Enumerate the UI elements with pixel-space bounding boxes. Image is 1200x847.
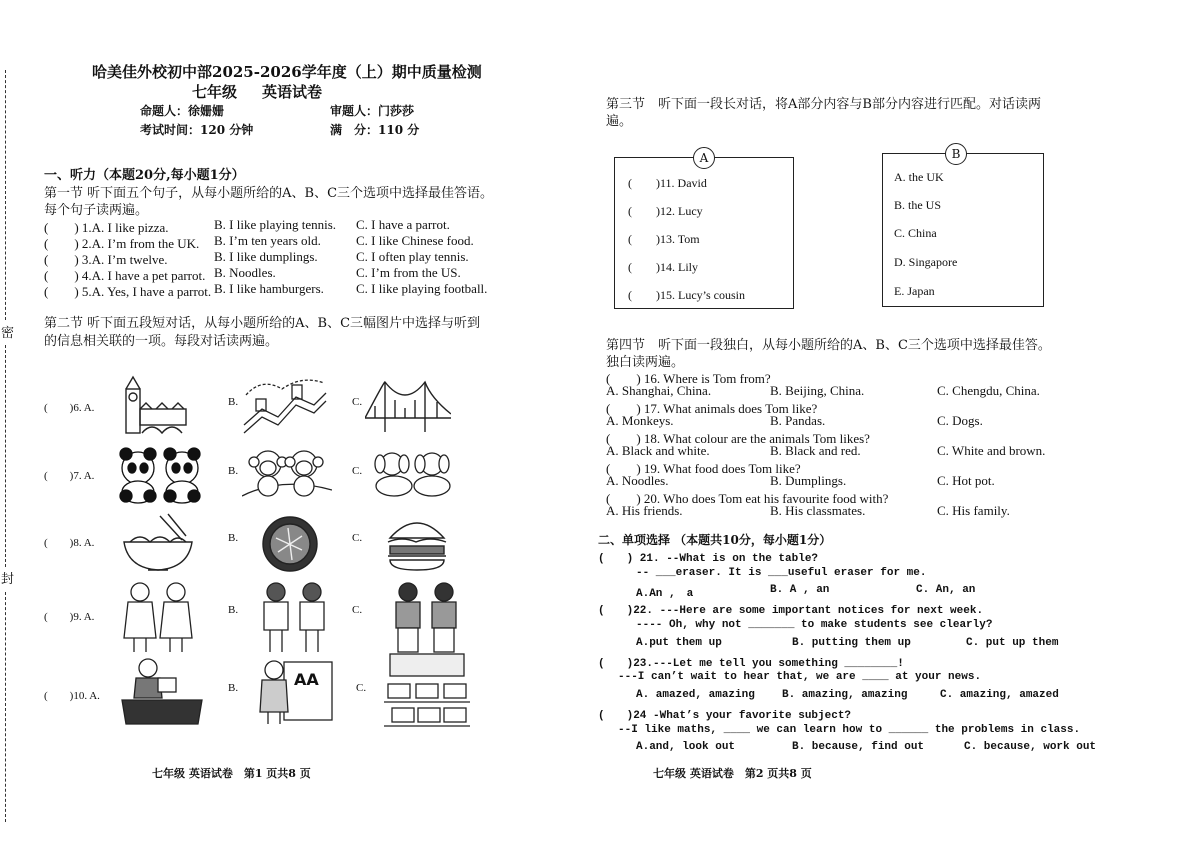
q17-option-c: C. Dogs.	[937, 413, 983, 428]
hamburger-icon	[386, 514, 448, 572]
q1-option-c: C. I have a parrot.	[356, 217, 450, 232]
q19-option-a: A. Noodles.	[606, 473, 669, 488]
binding-line-top	[5, 70, 6, 320]
q17-option-a: A. Monkeys.	[606, 413, 674, 428]
match-item-12: ( )12. Lucy	[628, 204, 703, 218]
box-b-badge: B	[945, 143, 967, 165]
part-3-intro-2: 遍。	[606, 114, 633, 129]
section-2-heading: 二、单项选择 （本题共10分，每小题1分）	[598, 533, 832, 547]
q2-option-b: B. I’m ten years old.	[214, 233, 321, 248]
q10-b-label: B.	[228, 682, 239, 694]
q9-label: ( )9. A.	[44, 611, 95, 623]
q16-option-b: B. Beijing, China.	[770, 383, 865, 398]
q24-option-c: C. because, work out	[964, 741, 1097, 753]
q20-option-c: C. His family.	[937, 503, 1010, 518]
q23-line-2: ---I can’t wait to hear that, we are ____ at your news.	[618, 671, 982, 683]
q6-label: ( )6. A.	[44, 402, 95, 414]
binding-line-middle	[5, 345, 6, 567]
q5-option-c: C. I like playing football.	[356, 281, 488, 296]
q9-c-label: C.	[352, 604, 363, 616]
q24: ( )24 -What’s your favorite subject?	[598, 710, 852, 722]
q9-b-label: B.	[228, 604, 239, 616]
part-2-intro: 第二节 听下面五段短对话，从每小题所给的A、B、C三幅图片中选择与听到	[44, 316, 481, 331]
q5-option-a: ( ) 5.A. Yes, I have a parrot.	[44, 284, 212, 299]
page-2-footer: 七年级 英语试卷 第2 页共8 页	[653, 767, 812, 780]
q7-c-label: C.	[352, 465, 363, 477]
exam-title: 哈美佳外校初中部2025-2026学年度（上）期中质量检测	[92, 63, 482, 81]
q18-option-b: B. Black and red.	[770, 443, 861, 458]
page-1-footer: 七年级 英语试卷 第1 页共8 页	[152, 767, 311, 780]
q3-option-b: B. I like dumplings.	[214, 249, 318, 264]
q22: ( )22. ---Here are some important notices for next week.	[598, 605, 984, 617]
part-4-intro: 第四节 听下面一段独白，从每小题所给的A、B、C三个选项中选择最佳答。	[606, 338, 1051, 353]
two-boys-icon	[390, 580, 464, 654]
q10-label: ( )10. A.	[44, 690, 100, 702]
setter: 命题人：徐姗姗	[140, 104, 225, 118]
q10-c-label: C.	[356, 682, 367, 694]
q23: ( )23.---Let me tell you something ________!	[598, 658, 904, 670]
q4-option-b: B. Noodles.	[214, 265, 276, 280]
box-a-badge: A	[693, 147, 715, 169]
match-item-13: ( )13. Tom	[628, 232, 700, 246]
q24-option-b: B. because, find out	[792, 741, 925, 753]
q7-b-label: B.	[228, 465, 239, 477]
q22-option-b: B. putting them up	[792, 637, 911, 649]
match-item-11: ( )11. David	[628, 176, 707, 190]
binding-line-bottom	[5, 592, 6, 822]
q7-label: ( )7. A.	[44, 470, 95, 482]
q17: ( ) 17. What animals does Tom like?	[606, 401, 818, 416]
golden-gate-bridge-icon	[365, 378, 451, 434]
country-option-a: A. the UK	[894, 170, 944, 184]
q18: ( ) 18. What colour are the animals Tom likes?	[606, 431, 870, 446]
q22-option-c: C. put up them	[966, 637, 1059, 649]
q21-option-c: C. An, an	[916, 584, 976, 596]
pandas-icon	[110, 446, 210, 504]
q24-line-2: --I like maths, ____ we can learn how to ______ the problems in class.	[618, 724, 1081, 736]
q22-line-2: ---- Oh, why not _______ to make students see clearly?	[636, 619, 993, 631]
part-2-intro-2: 的信息相关联的一项。每段对话读两遍。	[44, 334, 279, 349]
q21-option-b: B. A , an	[770, 584, 830, 596]
teacher-at-desk-icon	[118, 656, 204, 726]
q16: ( ) 16. Where is Tom from?	[606, 371, 771, 386]
q8-c-label: C.	[352, 532, 363, 544]
q19-option-c: C. Hot pot.	[937, 473, 995, 488]
computer-room-icon	[384, 652, 470, 728]
blackboard-aa-text: AA	[294, 670, 319, 689]
country-option-b: B. the US	[894, 198, 942, 212]
q16-option-a: A. Shanghai, China.	[606, 383, 712, 398]
country-option-c: C. China	[894, 226, 937, 240]
part-1-intro: 第一节 听下面五个句子，从每小题所给的A、B、C三个选项中选择最佳答语。	[44, 186, 494, 201]
part-4-intro-2: 独白读两遍。	[606, 355, 685, 370]
grade-label: 七年级	[192, 83, 238, 101]
q21: ( ) 21. --What is on the table?	[598, 553, 819, 565]
dogs-icon	[370, 450, 456, 500]
q18-option-a: A. Black and white.	[606, 443, 710, 458]
q17-option-b: B. Pandas.	[770, 413, 826, 428]
q21-line-2: -- ___eraser. It is ___useful eraser for me.	[636, 567, 927, 579]
q22-option-a: A.put them up	[636, 637, 722, 649]
country-option-e: E. Japan	[894, 284, 935, 298]
q24-option-a: A.and, look out	[636, 741, 736, 753]
q23-option-b: B. amazing, amazing	[782, 689, 908, 701]
q3-option-a: ( ) 3.A. I’m twelve.	[44, 252, 168, 267]
q1-option-b: B. I like playing tennis.	[214, 217, 337, 232]
subject-label: 英语试卷	[262, 83, 323, 101]
big-ben-icon	[112, 375, 196, 435]
hot-pot-icon	[258, 514, 322, 574]
q23-option-c: C. amazing, amazed	[940, 689, 1059, 701]
q16-option-c: C. Chengdu, China.	[937, 383, 1040, 398]
q2-option-c: C. I like Chinese food.	[356, 233, 474, 248]
q3-option-c: C. I often play tennis.	[356, 249, 469, 264]
q20: ( ) 20. Who does Tom eat his favourite food with?	[606, 491, 889, 506]
q21-option-a: A.An , a	[636, 588, 694, 600]
full-score: 满 分：110 分	[330, 123, 420, 137]
q5-option-b: B. I like hamburgers.	[214, 281, 324, 296]
exam-time: 考试时间：120 分钟	[140, 123, 254, 137]
match-item-15: ( )15. Lucy’s cousin	[628, 288, 745, 302]
q8-b-label: B.	[228, 532, 239, 544]
noodles-bowl-icon	[120, 512, 196, 574]
match-item-14: ( )14. Lily	[628, 260, 698, 274]
reviewer: 审题人：门莎莎	[330, 104, 415, 118]
q20-option-a: A. His friends.	[606, 503, 683, 518]
two-students-icon-b	[258, 580, 332, 654]
monkeys-icon	[242, 446, 332, 500]
teacher-blackboard-icon	[254, 656, 334, 726]
q6-c-label: C.	[352, 396, 363, 408]
q19-option-b: B. Dumplings.	[770, 473, 847, 488]
binding-mark-mi: 密	[1, 326, 15, 341]
q4-option-c: C. I’m from the US.	[356, 265, 461, 280]
q2-option-a: ( ) 2.A. I’m from the UK.	[44, 236, 200, 251]
part-1-intro-2: 每个句子读两遍。	[44, 203, 149, 218]
country-option-d: D. Singapore	[894, 255, 958, 269]
q8-label: ( )8. A.	[44, 537, 95, 549]
binding-mark-feng: 封	[1, 572, 15, 587]
two-students-icon-a	[122, 580, 196, 654]
part-3-intro: 第三节 听下面一段长对话，将A部分内容与B部分内容进行匹配。对话读两	[606, 97, 1041, 112]
q1-option-a: ( ) 1.A. I like pizza.	[44, 220, 169, 235]
q20-option-b: B. His classmates.	[770, 503, 866, 518]
q23-option-a: A. amazed, amazing	[636, 689, 755, 701]
great-wall-icon	[242, 375, 328, 437]
q4-option-a: ( ) 4.A. I have a pet parrot.	[44, 268, 206, 283]
section-1-heading: 一、听力（本题20分,每小题1分）	[44, 168, 245, 183]
q19: ( ) 19. What food does Tom like?	[606, 461, 801, 476]
q6-b-label: B.	[228, 396, 239, 408]
q18-option-c: C. White and brown.	[937, 443, 1046, 458]
